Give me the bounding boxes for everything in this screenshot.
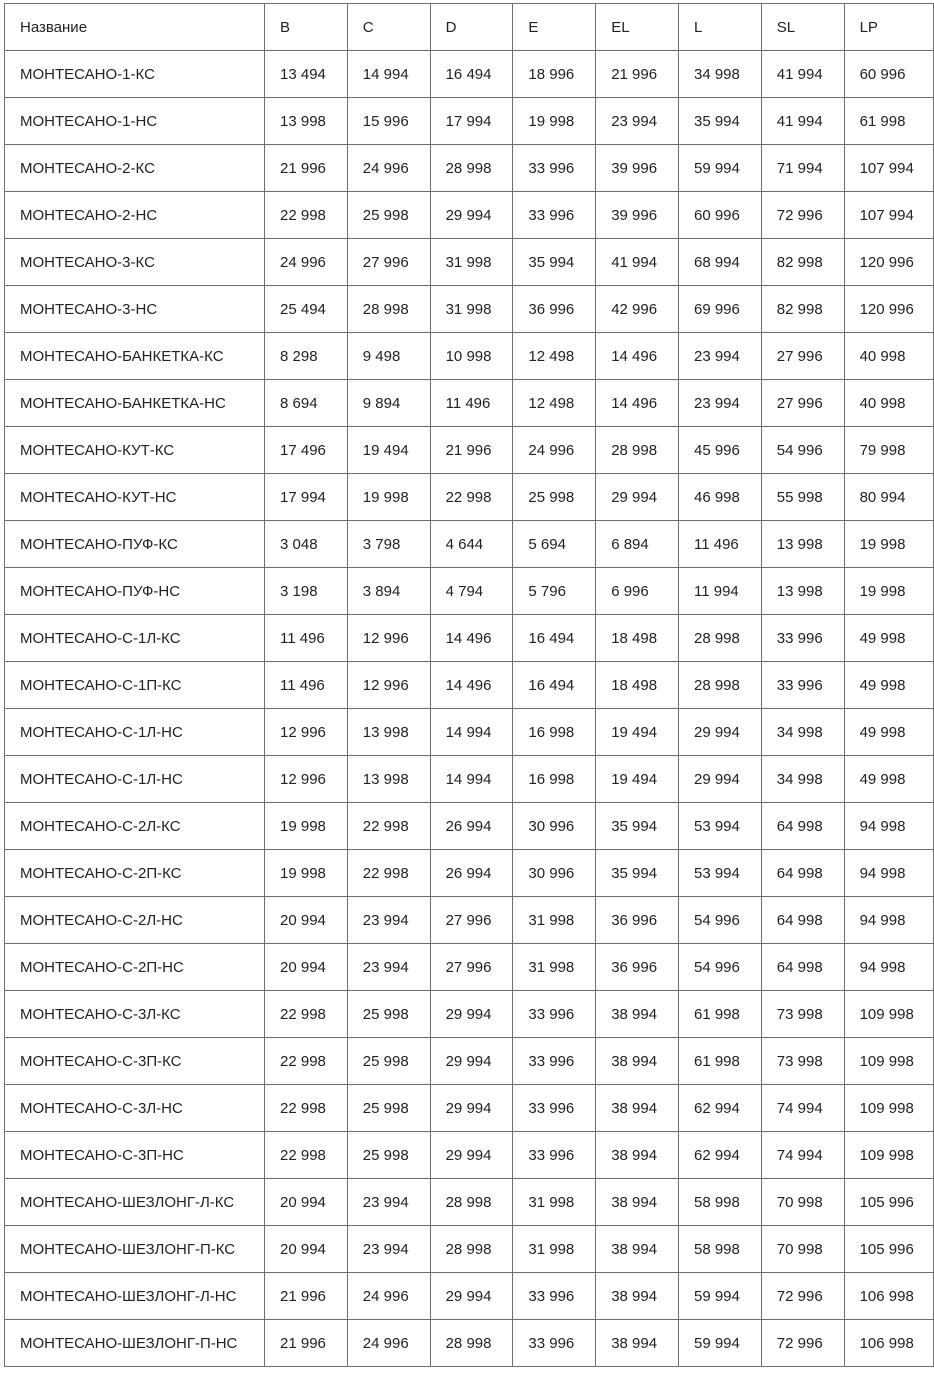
price-cell: 18 996 <box>513 51 596 98</box>
product-name-cell: МОНТЕСАНО-3-НС <box>5 286 265 333</box>
price-cell: 17 994 <box>430 98 513 145</box>
price-cell: 23 994 <box>347 1226 430 1273</box>
price-cell: 31 998 <box>430 239 513 286</box>
price-cell: 23 994 <box>347 1179 430 1226</box>
price-cell: 120 996 <box>844 286 933 333</box>
price-cell: 28 998 <box>430 145 513 192</box>
price-cell: 41 994 <box>761 51 844 98</box>
price-cell: 25 998 <box>347 991 430 1038</box>
price-cell: 82 998 <box>761 239 844 286</box>
price-cell: 27 996 <box>347 239 430 286</box>
price-cell: 28 998 <box>678 615 761 662</box>
product-name-cell: МОНТЕСАНО-ШЕЗЛОНГ-Л-КС <box>5 1179 265 1226</box>
price-cell: 14 496 <box>596 380 679 427</box>
product-name-cell: МОНТЕСАНО-2-КС <box>5 145 265 192</box>
product-name-cell: МОНТЕСАНО-КУТ-НС <box>5 474 265 521</box>
price-cell: 72 996 <box>761 192 844 239</box>
price-cell: 13 998 <box>761 568 844 615</box>
price-cell: 27 996 <box>430 897 513 944</box>
price-cell: 54 996 <box>761 427 844 474</box>
table-row <box>5 145 934 192</box>
price-cell: 27 996 <box>761 380 844 427</box>
price-cell: 61 998 <box>844 98 933 145</box>
price-cell: 64 998 <box>761 850 844 897</box>
price-cell: 35 994 <box>596 850 679 897</box>
product-name-cell: МОНТЕСАНО-ШЕЗЛОНГ-П-КС <box>5 1226 265 1273</box>
table-row <box>5 803 934 850</box>
price-cell: 24 996 <box>347 1320 430 1367</box>
price-cell: 16 494 <box>430 51 513 98</box>
price-cell: 24 996 <box>347 145 430 192</box>
price-cell: 27 996 <box>761 333 844 380</box>
table-row <box>5 427 934 474</box>
table-row <box>5 239 934 286</box>
price-cell: 40 998 <box>844 333 933 380</box>
price-cell: 73 998 <box>761 991 844 1038</box>
price-cell: 49 998 <box>844 756 933 803</box>
price-cell: 33 996 <box>513 1273 596 1320</box>
price-cell: 12 996 <box>265 756 348 803</box>
price-cell: 25 494 <box>265 286 348 333</box>
price-cell: 94 998 <box>844 803 933 850</box>
product-name-cell: МОНТЕСАНО-С-2Л-НС <box>5 897 265 944</box>
price-cell: 10 998 <box>430 333 513 380</box>
price-cell: 31 998 <box>513 1179 596 1226</box>
product-name-cell: МОНТЕСАНО-ПУФ-НС <box>5 568 265 615</box>
price-cell: 12 996 <box>347 615 430 662</box>
price-cell: 29 994 <box>430 1085 513 1132</box>
price-cell: 19 998 <box>265 803 348 850</box>
product-name-cell: МОНТЕСАНО-ПУФ-КС <box>5 521 265 568</box>
price-cell: 72 996 <box>761 1320 844 1367</box>
price-cell: 64 998 <box>761 944 844 991</box>
price-cell: 16 998 <box>513 756 596 803</box>
price-cell: 54 996 <box>678 897 761 944</box>
header-row <box>5 4 934 51</box>
price-cell: 13 998 <box>347 709 430 756</box>
price-cell: 109 998 <box>844 1085 933 1132</box>
price-cell: 30 996 <box>513 850 596 897</box>
price-cell: 19 494 <box>596 709 679 756</box>
price-cell: 12 996 <box>347 662 430 709</box>
price-cell: 79 998 <box>844 427 933 474</box>
price-cell: 82 998 <box>761 286 844 333</box>
price-cell: 8 298 <box>265 333 348 380</box>
price-cell: 19 494 <box>596 756 679 803</box>
table-row <box>5 662 934 709</box>
price-cell: 54 996 <box>678 944 761 991</box>
price-cell: 73 998 <box>761 1038 844 1085</box>
price-cell: 29 994 <box>678 709 761 756</box>
product-name-cell: МОНТЕСАНО-КУТ-КС <box>5 427 265 474</box>
column-header-c: C <box>347 4 430 51</box>
price-cell: 12 498 <box>513 333 596 380</box>
price-cell: 16 494 <box>513 615 596 662</box>
price-cell: 28 998 <box>430 1226 513 1273</box>
price-cell: 14 994 <box>430 709 513 756</box>
price-cell: 38 994 <box>596 1179 679 1226</box>
price-cell: 106 998 <box>844 1320 933 1367</box>
price-cell: 14 496 <box>430 662 513 709</box>
price-cell: 22 998 <box>265 1085 348 1132</box>
price-cell: 3 048 <box>265 521 348 568</box>
table-row <box>5 474 934 521</box>
price-cell: 19 998 <box>265 850 348 897</box>
table-row <box>5 1038 934 1085</box>
price-cell: 59 994 <box>678 1273 761 1320</box>
product-name-cell: МОНТЕСАНО-БАНКЕТКА-НС <box>5 380 265 427</box>
price-cell: 21 996 <box>265 145 348 192</box>
price-cell: 23 994 <box>678 380 761 427</box>
price-cell: 53 994 <box>678 850 761 897</box>
price-cell: 21 996 <box>265 1273 348 1320</box>
product-name-cell: МОНТЕСАНО-С-3П-КС <box>5 1038 265 1085</box>
price-cell: 34 998 <box>761 756 844 803</box>
price-cell: 70 998 <box>761 1179 844 1226</box>
price-cell: 19 998 <box>844 568 933 615</box>
price-cell: 11 496 <box>265 615 348 662</box>
product-name-cell: МОНТЕСАНО-3-КС <box>5 239 265 286</box>
price-cell: 23 994 <box>596 98 679 145</box>
price-cell: 33 996 <box>513 1320 596 1367</box>
price-cell: 39 996 <box>596 145 679 192</box>
price-cell: 35 994 <box>513 239 596 286</box>
column-header-sl: SL <box>761 4 844 51</box>
product-name-cell: МОНТЕСАНО-С-2П-КС <box>5 850 265 897</box>
table-row <box>5 333 934 380</box>
price-cell: 109 998 <box>844 991 933 1038</box>
column-header-d: D <box>430 4 513 51</box>
price-cell: 28 998 <box>430 1320 513 1367</box>
price-cell: 42 996 <box>596 286 679 333</box>
product-name-cell: МОНТЕСАНО-ШЕЗЛОНГ-П-НС <box>5 1320 265 1367</box>
product-name-cell: МОНТЕСАНО-С-2П-НС <box>5 944 265 991</box>
price-cell: 9 498 <box>347 333 430 380</box>
price-cell: 39 996 <box>596 192 679 239</box>
price-cell: 14 496 <box>430 615 513 662</box>
price-cell: 28 998 <box>430 1179 513 1226</box>
product-name-cell: МОНТЕСАНО-С-1Л-НС <box>5 756 265 803</box>
price-cell: 33 996 <box>513 1085 596 1132</box>
price-cell: 29 994 <box>430 1038 513 1085</box>
column-header-b: B <box>265 4 348 51</box>
table-row <box>5 380 934 427</box>
price-cell: 17 994 <box>265 474 348 521</box>
price-cell: 109 998 <box>844 1038 933 1085</box>
product-name-cell: МОНТЕСАНО-С-3Л-НС <box>5 1085 265 1132</box>
price-cell: 29 994 <box>596 474 679 521</box>
price-cell: 26 994 <box>430 850 513 897</box>
price-cell: 4 644 <box>430 521 513 568</box>
price-cell: 12 498 <box>513 380 596 427</box>
price-cell: 31 998 <box>513 1226 596 1273</box>
price-cell: 11 496 <box>265 662 348 709</box>
product-name-cell: МОНТЕСАНО-С-3Л-КС <box>5 991 265 1038</box>
price-cell: 59 994 <box>678 1320 761 1367</box>
product-name-cell: МОНТЕСАНО-2-НС <box>5 192 265 239</box>
price-cell: 64 998 <box>761 803 844 850</box>
price-cell: 24 996 <box>265 239 348 286</box>
price-cell: 41 994 <box>761 98 844 145</box>
price-cell: 62 994 <box>678 1132 761 1179</box>
table-row <box>5 98 934 145</box>
product-name-cell: МОНТЕСАНО-С-3П-НС <box>5 1132 265 1179</box>
price-cell: 33 996 <box>513 1038 596 1085</box>
price-cell: 36 996 <box>596 944 679 991</box>
price-cell: 5 796 <box>513 568 596 615</box>
price-cell: 25 998 <box>347 1085 430 1132</box>
price-cell: 29 994 <box>430 1132 513 1179</box>
price-cell: 22 998 <box>347 803 430 850</box>
price-cell: 23 994 <box>678 333 761 380</box>
price-cell: 49 998 <box>844 615 933 662</box>
price-cell: 3 894 <box>347 568 430 615</box>
price-cell: 15 996 <box>347 98 430 145</box>
price-cell: 53 994 <box>678 803 761 850</box>
price-cell: 109 998 <box>844 1132 933 1179</box>
price-cell: 49 998 <box>844 709 933 756</box>
table-row <box>5 897 934 944</box>
price-cell: 94 998 <box>844 897 933 944</box>
price-cell: 12 996 <box>265 709 348 756</box>
price-cell: 70 998 <box>761 1226 844 1273</box>
price-cell: 18 498 <box>596 615 679 662</box>
price-cell: 13 998 <box>265 98 348 145</box>
price-cell: 38 994 <box>596 1038 679 1085</box>
price-cell: 69 996 <box>678 286 761 333</box>
price-cell: 23 994 <box>347 944 430 991</box>
price-cell: 62 994 <box>678 1085 761 1132</box>
product-name-cell: МОНТЕСАНО-1-НС <box>5 98 265 145</box>
price-cell: 61 998 <box>678 991 761 1038</box>
price-cell: 25 998 <box>347 1132 430 1179</box>
price-cell: 33 996 <box>513 991 596 1038</box>
table-row <box>5 991 934 1038</box>
price-cell: 72 996 <box>761 1273 844 1320</box>
product-name-cell: МОНТЕСАНО-БАНКЕТКА-КС <box>5 333 265 380</box>
table-row <box>5 709 934 756</box>
price-cell: 31 998 <box>513 897 596 944</box>
price-cell: 64 998 <box>761 897 844 944</box>
table-row <box>5 1179 934 1226</box>
price-cell: 19 998 <box>513 98 596 145</box>
price-cell: 13 998 <box>347 756 430 803</box>
price-cell: 105 996 <box>844 1179 933 1226</box>
price-cell: 3 798 <box>347 521 430 568</box>
price-cell: 13 494 <box>265 51 348 98</box>
price-cell: 29 994 <box>430 1273 513 1320</box>
price-cell: 107 994 <box>844 145 933 192</box>
price-cell: 25 998 <box>347 1038 430 1085</box>
price-cell: 34 998 <box>678 51 761 98</box>
table-row <box>5 568 934 615</box>
price-cell: 74 994 <box>761 1132 844 1179</box>
price-cell: 28 998 <box>347 286 430 333</box>
product-name-cell: МОНТЕСАНО-1-КС <box>5 51 265 98</box>
price-cell: 22 998 <box>265 1132 348 1179</box>
price-cell: 68 994 <box>678 239 761 286</box>
price-cell: 38 994 <box>596 1273 679 1320</box>
price-cell: 31 998 <box>513 944 596 991</box>
price-cell: 30 996 <box>513 803 596 850</box>
price-cell: 11 994 <box>678 568 761 615</box>
price-cell: 33 996 <box>761 662 844 709</box>
table-body <box>5 51 934 1367</box>
price-cell: 38 994 <box>596 991 679 1038</box>
price-cell: 61 998 <box>678 1038 761 1085</box>
price-cell: 31 998 <box>430 286 513 333</box>
table-row <box>5 1273 934 1320</box>
price-cell: 38 994 <box>596 1226 679 1273</box>
column-header-el: EL <box>596 4 679 51</box>
price-cell: 19 998 <box>347 474 430 521</box>
price-cell: 14 994 <box>430 756 513 803</box>
price-cell: 8 694 <box>265 380 348 427</box>
price-cell: 29 994 <box>430 192 513 239</box>
price-cell: 59 994 <box>678 145 761 192</box>
price-cell: 29 994 <box>430 991 513 1038</box>
table-row <box>5 1132 934 1179</box>
price-cell: 6 894 <box>596 521 679 568</box>
price-cell: 22 998 <box>265 991 348 1038</box>
price-cell: 14 496 <box>596 333 679 380</box>
price-cell: 36 996 <box>513 286 596 333</box>
column-header-name: Название <box>5 4 265 51</box>
price-cell: 35 994 <box>596 803 679 850</box>
price-cell: 28 998 <box>596 427 679 474</box>
price-cell: 33 996 <box>513 192 596 239</box>
price-cell: 22 998 <box>430 474 513 521</box>
product-name-cell: МОНТЕСАНО-С-1П-КС <box>5 662 265 709</box>
price-cell: 24 996 <box>513 427 596 474</box>
price-cell: 58 998 <box>678 1226 761 1273</box>
table-row <box>5 1320 934 1367</box>
price-cell: 22 998 <box>347 850 430 897</box>
price-cell: 4 794 <box>430 568 513 615</box>
price-cell: 16 494 <box>513 662 596 709</box>
price-cell: 55 998 <box>761 474 844 521</box>
price-cell: 22 998 <box>265 192 348 239</box>
table-header <box>5 4 934 51</box>
table-row <box>5 521 934 568</box>
price-cell: 29 994 <box>678 756 761 803</box>
price-cell: 46 998 <box>678 474 761 521</box>
table-row <box>5 286 934 333</box>
price-cell: 28 998 <box>678 662 761 709</box>
price-cell: 60 996 <box>678 192 761 239</box>
price-cell: 3 198 <box>265 568 348 615</box>
table-row <box>5 51 934 98</box>
price-cell: 33 996 <box>761 615 844 662</box>
price-cell: 120 996 <box>844 239 933 286</box>
price-cell: 21 996 <box>596 51 679 98</box>
price-cell: 23 994 <box>347 897 430 944</box>
price-cell: 35 994 <box>678 98 761 145</box>
price-table <box>4 3 934 1367</box>
price-cell: 107 994 <box>844 192 933 239</box>
price-cell: 74 994 <box>761 1085 844 1132</box>
price-cell: 105 996 <box>844 1226 933 1273</box>
price-cell: 22 998 <box>265 1038 348 1085</box>
product-name-cell: МОНТЕСАНО-ШЕЗЛОНГ-Л-НС <box>5 1273 265 1320</box>
price-cell: 94 998 <box>844 944 933 991</box>
table-row <box>5 756 934 803</box>
price-cell: 17 496 <box>265 427 348 474</box>
price-cell: 60 996 <box>844 51 933 98</box>
price-cell: 20 994 <box>265 897 348 944</box>
price-cell: 40 998 <box>844 380 933 427</box>
price-cell: 41 994 <box>596 239 679 286</box>
price-cell: 58 998 <box>678 1179 761 1226</box>
price-cell: 24 996 <box>347 1273 430 1320</box>
price-cell: 20 994 <box>265 1226 348 1273</box>
table-row <box>5 615 934 662</box>
price-cell: 19 998 <box>844 521 933 568</box>
column-header-lp: LP <box>844 4 933 51</box>
price-cell: 45 996 <box>678 427 761 474</box>
price-cell: 25 998 <box>347 192 430 239</box>
price-cell: 16 998 <box>513 709 596 756</box>
price-cell: 49 998 <box>844 662 933 709</box>
price-cell: 6 996 <box>596 568 679 615</box>
price-cell: 34 998 <box>761 709 844 756</box>
column-header-l: L <box>678 4 761 51</box>
price-cell: 26 994 <box>430 803 513 850</box>
price-cell: 106 998 <box>844 1273 933 1320</box>
price-cell: 20 994 <box>265 944 348 991</box>
price-cell: 36 996 <box>596 897 679 944</box>
price-cell: 38 994 <box>596 1132 679 1179</box>
table-row <box>5 192 934 239</box>
column-header-e: E <box>513 4 596 51</box>
table-row <box>5 1226 934 1273</box>
price-cell: 38 994 <box>596 1320 679 1367</box>
price-cell: 13 998 <box>761 521 844 568</box>
price-cell: 27 996 <box>430 944 513 991</box>
table-row <box>5 1085 934 1132</box>
price-cell: 14 994 <box>347 51 430 98</box>
price-cell: 33 996 <box>513 145 596 192</box>
product-name-cell: МОНТЕСАНО-С-1Л-КС <box>5 615 265 662</box>
price-cell: 18 498 <box>596 662 679 709</box>
price-cell: 71 994 <box>761 145 844 192</box>
price-cell: 25 998 <box>513 474 596 521</box>
price-cell: 80 994 <box>844 474 933 521</box>
price-cell: 21 996 <box>265 1320 348 1367</box>
price-cell: 11 496 <box>430 380 513 427</box>
table-row <box>5 944 934 991</box>
price-cell: 5 694 <box>513 521 596 568</box>
price-cell: 20 994 <box>265 1179 348 1226</box>
price-cell: 9 894 <box>347 380 430 427</box>
price-cell: 94 998 <box>844 850 933 897</box>
product-name-cell: МОНТЕСАНО-С-2Л-КС <box>5 803 265 850</box>
table-row <box>5 850 934 897</box>
price-cell: 33 996 <box>513 1132 596 1179</box>
price-cell: 19 494 <box>347 427 430 474</box>
price-cell: 11 496 <box>678 521 761 568</box>
product-name-cell: МОНТЕСАНО-С-1Л-НС <box>5 709 265 756</box>
price-cell: 21 996 <box>430 427 513 474</box>
price-cell: 38 994 <box>596 1085 679 1132</box>
